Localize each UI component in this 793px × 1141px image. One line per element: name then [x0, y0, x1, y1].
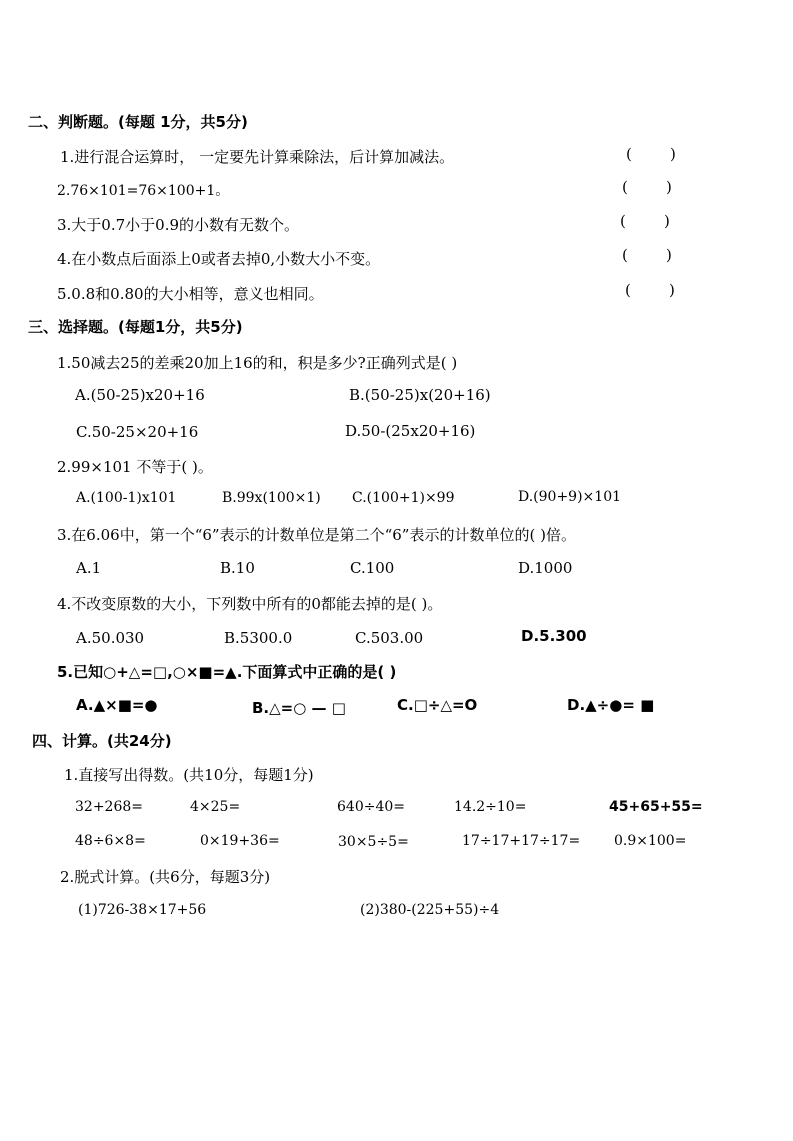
- answer-blank-2[interactable]: ( ): [622, 178, 672, 196]
- judge-item-2: 2.76×101=76×100+1。: [57, 183, 230, 199]
- choice-q3-option-b[interactable]: B.10: [220, 559, 255, 577]
- choice-q3-option-d[interactable]: D.1000: [518, 559, 573, 577]
- calc-part1-stem: 1.直接写出得数。(共10分，每题1分): [64, 766, 314, 784]
- choice-q3-option-c[interactable]: C.100: [350, 559, 395, 577]
- answer-blank-4[interactable]: ( ): [622, 246, 672, 264]
- choice-q5-option-a[interactable]: A.▲×■=●: [76, 696, 158, 714]
- choice-q1-option-b[interactable]: B.(50-25)x(20+16): [349, 386, 491, 404]
- choice-q5-option-b[interactable]: B.△=○ — □: [252, 699, 346, 717]
- choice-q1-option-c[interactable]: C.50-25×20+16: [76, 423, 199, 441]
- section-3-heading: 三、选择题。(每题1分，共5分): [28, 318, 243, 336]
- mental-calc-item: 4×25=: [190, 799, 241, 815]
- choice-q2-option-b[interactable]: B.99x(100×1): [222, 490, 321, 506]
- choice-q4-option-b[interactable]: B.5300.0: [224, 629, 293, 647]
- step-calc-item-2: (2)380-(225+55)÷4: [360, 902, 500, 918]
- judge-item-3: 3.大于0.7小于0.9的小数有无数个。: [57, 216, 300, 234]
- choice-q1-option-a[interactable]: A.(50-25)x20+16: [75, 386, 205, 404]
- mental-calc-item: 640÷40=: [337, 799, 405, 815]
- mental-calc-item: 17÷17+17÷17=: [462, 833, 581, 849]
- choice-q4-option-a[interactable]: A.50.030: [76, 629, 145, 647]
- choice-q3-stem: 3.在6.06中，第一个“6”表示的计数单位是第二个“6”表示的计数单位的( )倍。: [57, 526, 576, 544]
- choice-q1-option-d[interactable]: D.50-(25x20+16): [345, 422, 476, 440]
- mental-calc-item: 45+65+55=: [609, 799, 703, 815]
- section-4-heading: 四、计算。(共24分): [32, 732, 172, 750]
- choice-q2-option-a[interactable]: A.(100-1)x101: [76, 490, 177, 506]
- judge-item-4: 4.在小数点后面添上0或者去掉0,小数大小不变。: [57, 250, 381, 268]
- choice-q5-option-d[interactable]: D.▲÷●= ■: [567, 696, 655, 714]
- section-2-heading: 二、判断题。(每题 1分，共5分): [28, 113, 248, 131]
- choice-q2-option-d[interactable]: D.(90+9)×101: [518, 489, 622, 505]
- choice-q2-option-c[interactable]: C.(100+1)×99: [352, 490, 455, 506]
- calc-part2-stem: 2.脱式计算。(共6分，每题3分): [60, 868, 271, 886]
- choice-q2-stem: 2.99×101 不等于( )。: [57, 458, 213, 476]
- mental-calc-item: 0.9×100=: [614, 833, 687, 849]
- choice-q3-option-a[interactable]: A.1: [76, 559, 102, 577]
- step-calc-item-1: (1)726-38×17+56: [78, 902, 207, 918]
- choice-q1-stem: 1.50减去25的差乘20加上16的和，积是多少?正确列式是( ): [57, 354, 458, 372]
- choice-q4-option-d[interactable]: D.5.300: [521, 627, 587, 645]
- judge-item-5: 5.0.8和0.80的大小相等，意义也相同。: [57, 285, 324, 303]
- choice-q4-option-c[interactable]: C.503.00: [355, 629, 424, 647]
- answer-blank-1[interactable]: ( ): [626, 145, 676, 163]
- choice-q5-option-c[interactable]: C.□÷△=O: [397, 696, 478, 714]
- choice-q4-stem: 4.不改变原数的大小，下列数中所有的0都能去掉的是( )。: [57, 595, 443, 613]
- choice-q5-stem: 5.已知○+△=□,○×■=▲.下面算式中正确的是( ): [57, 663, 397, 681]
- mental-calc-item: 14.2÷10=: [454, 799, 527, 815]
- answer-blank-5[interactable]: ( ): [625, 281, 675, 299]
- judge-item-1: 1.进行混合运算时， 一定要先计算乘除法，后计算加减法。: [60, 148, 455, 166]
- mental-calc-item: 32+268=: [75, 799, 143, 815]
- answer-blank-3[interactable]: ( ): [620, 212, 670, 230]
- mental-calc-item: 30×5÷5=: [338, 834, 409, 850]
- mental-calc-item: 48÷6×8=: [75, 833, 146, 849]
- mental-calc-item: 0×19+36=: [200, 833, 280, 849]
